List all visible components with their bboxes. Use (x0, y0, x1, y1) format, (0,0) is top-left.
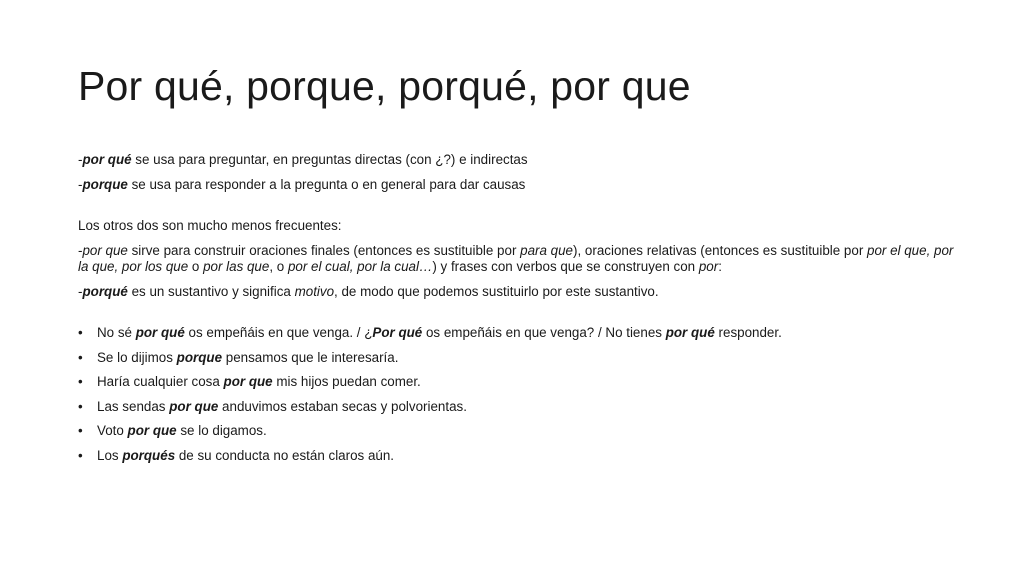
example-relatives: por el que, por la que, por los que (78, 243, 954, 274)
paragraph-text: o (188, 259, 204, 274)
list-item: • Los porqués de su conducta no están claros aún. (78, 447, 395, 463)
paragraph-por-que-relative (78, 243, 958, 275)
list-item: • Haría cualquier cosa por que mis hijos puedan comer. (78, 374, 421, 389)
list-item: • No sé por qué os empeñáis en que venga. / ¿Por qué os empeñáis en que venga? / No tienes por qué responder. (78, 325, 782, 340)
bullet-icon: • (78, 325, 83, 340)
paragraph-text: sirve para construir oraciones finales (entonces es sustituible por (127, 243, 521, 258)
paragraph-text: se usa para preguntar, en preguntas directas (con ¿?) e indirectas (131, 152, 528, 167)
paragraph-text: ) y frases con verbos que se construyen con (432, 259, 699, 274)
slide-body (78, 152, 958, 472)
paragraph-text: , o (269, 259, 288, 274)
example-para-que: para que (520, 243, 574, 258)
example-motivo: motivo (294, 284, 335, 299)
paragraph-intro-others: Los otros dos son mucho menos frecuentes: (78, 218, 342, 233)
term-porque: porque (82, 177, 128, 192)
paragraph-text: : (718, 259, 722, 274)
paragraph-text: es un sustantivo y significa (127, 284, 295, 299)
paragraph-text: ), oraciones relativas (entonces es sustituible por (573, 243, 868, 258)
bullet-icon: • (78, 374, 83, 389)
paragraph-text: se usa para responder a la pregunta o en general para dar causas (127, 177, 526, 192)
examples-list (78, 325, 958, 464)
bullet-icon: • (78, 423, 83, 438)
bullet-icon: • (78, 398, 83, 414)
bullet-icon: • (78, 447, 83, 463)
paragraph-text: , de modo que podemos sustituirlo por este sustantivo. (334, 284, 659, 299)
example-por-las-que: por las que (203, 259, 270, 274)
example-por: por (698, 259, 719, 274)
dash: - (78, 243, 83, 258)
term-por-que-accent: por qué (82, 152, 132, 167)
slide-title: Por qué, porque, porqué, por que (78, 63, 691, 109)
paragraph-porque (78, 177, 958, 193)
term-porque-noun: porqué (82, 284, 128, 299)
list-item: • Voto por que se lo digamos. (78, 423, 267, 438)
dash: - (78, 177, 83, 192)
list-item: • Las sendas por que anduvimos estaban secas y polvorientas. (78, 398, 467, 414)
list-item: • Se lo dijimos porque pensamos que le interesaría. (78, 349, 399, 365)
paragraph-por-que-question (78, 152, 958, 168)
dash: - (78, 284, 83, 299)
paragraph-porque-noun (78, 284, 958, 300)
bullet-icon: • (78, 349, 83, 365)
example-por-el-cual: por el cual, por la cual… (287, 259, 433, 274)
dash: - (78, 152, 83, 167)
term-por-que: por que (82, 243, 128, 258)
